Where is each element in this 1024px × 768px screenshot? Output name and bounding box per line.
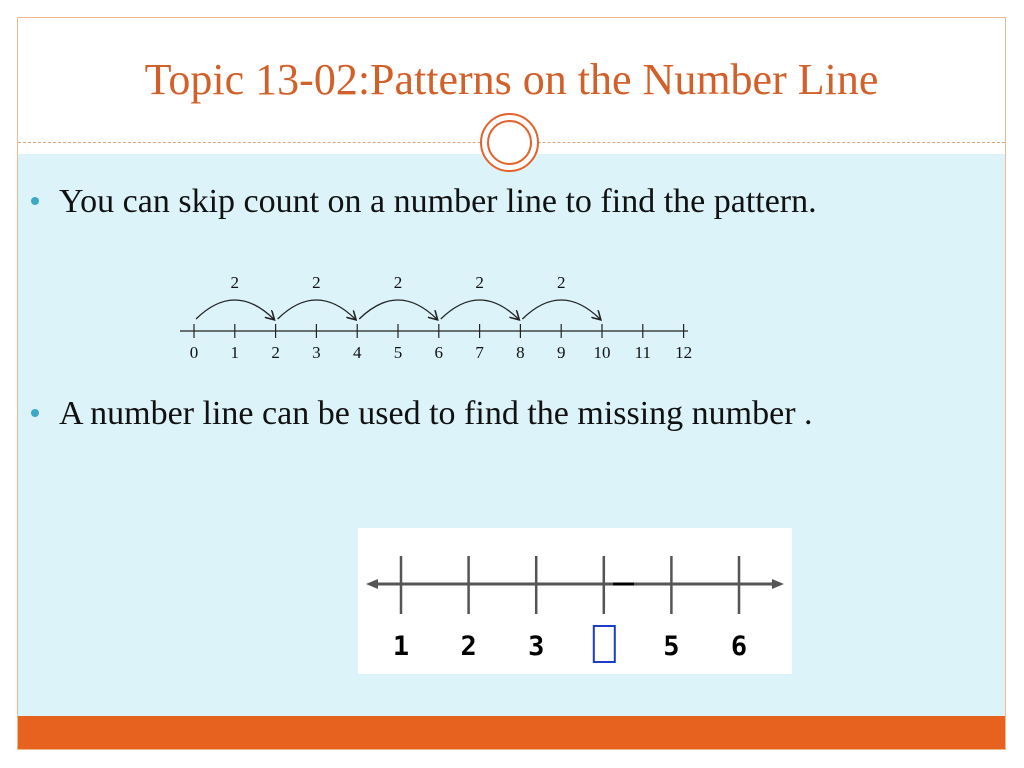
tick-label: 5 <box>393 343 403 362</box>
missing-number-line <box>358 528 792 674</box>
decorative-circle-icon <box>480 113 539 172</box>
tick-label: 2 <box>271 343 280 362</box>
tick-label: 6 <box>434 343 444 362</box>
jump-label: 2 <box>312 273 321 292</box>
tick-label: 12 <box>675 343 693 362</box>
bullet-text-2: A number line can be used to find the missing number . <box>59 395 813 432</box>
jump-arc <box>441 300 519 319</box>
tick-label: 4 <box>352 343 362 362</box>
bullet-text-1: You can skip count on a number line to find the pattern. <box>59 183 817 220</box>
missing-line-label: 1 <box>392 631 410 662</box>
footer-bar <box>18 716 1005 750</box>
tick-label: 7 <box>475 343 484 362</box>
tick-label: 8 <box>516 343 525 362</box>
bullet-dot-icon <box>31 197 39 205</box>
jump-label: 2 <box>556 273 566 292</box>
jump-arc <box>278 300 356 319</box>
tick-label: 1 <box>230 343 240 362</box>
missing-number-box <box>594 626 615 662</box>
jump-label: 2 <box>230 273 240 292</box>
tick-label: 10 <box>593 343 611 362</box>
tick-label: 9 <box>556 343 566 362</box>
missing-line-label: 3 <box>528 631 545 662</box>
jump-label: 2 <box>393 273 403 292</box>
tick-label: 3 <box>312 343 321 362</box>
missing-line-label: 6 <box>730 631 748 662</box>
tick-label: 11 <box>634 343 651 362</box>
slide-title: Topic 13-02:Patterns on the Number Line <box>144 55 879 104</box>
jump-arc <box>359 300 437 319</box>
jump-label: 2 <box>475 273 484 292</box>
skip-count-number-line <box>176 268 696 364</box>
missing-number-panel <box>358 528 792 674</box>
missing-line-label: 5 <box>663 631 680 662</box>
jump-arc <box>522 300 600 319</box>
missing-line-label: 2 <box>460 631 477 662</box>
jump-arc <box>196 300 274 319</box>
bullet-item-2 <box>40 393 880 434</box>
bullet-item-1 <box>40 181 880 222</box>
tick-label: 0 <box>189 343 199 362</box>
decorative-inner-circle <box>487 120 532 165</box>
bullet-dot-icon <box>31 409 39 417</box>
right-arrow-icon <box>772 579 784 589</box>
left-arrow-icon <box>366 579 378 589</box>
